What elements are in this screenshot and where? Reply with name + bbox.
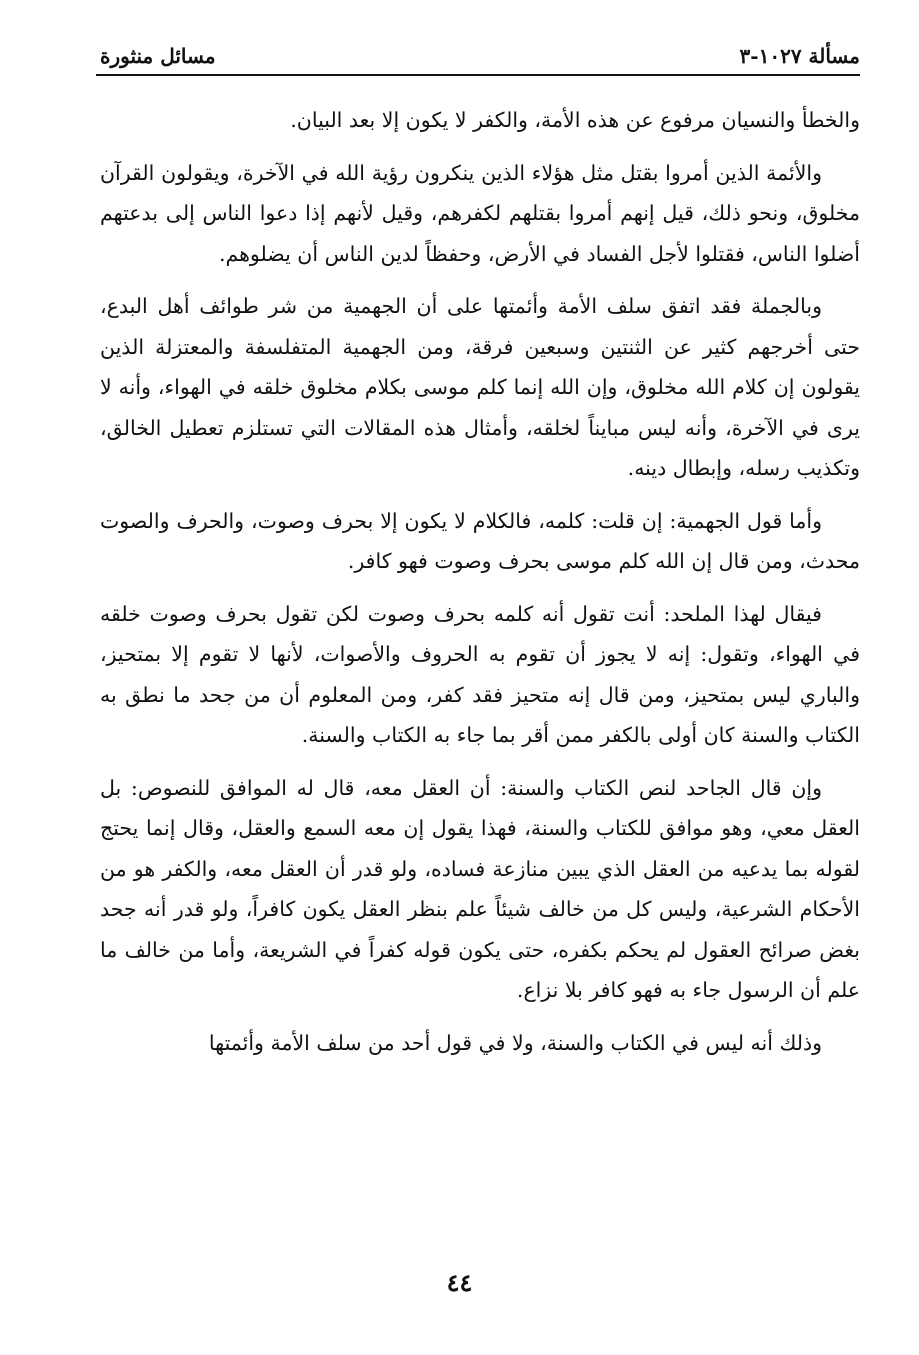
running-header	[100, 38, 860, 68]
paragraph-3: وبالجملة فقد اتفق سلف الأمة وأئمتها على أن الجهمية من شر طوائف أهل البدع، حتى أخرجهم كثير عن الثنتين وسبعين فرقة، ومن الجهمية المتفلسفة والمعتزلة الذين يقولون إن كلام الله مخلوق، وإن الله إنما كلم موسى بكلام مخلوق خلقه في الهواء، وأنه لا يرى في الآخرة، وأنه ليس مبايناً لخلقه، وأمثال هذه المقالات التي تستلزم تعطيل الخالق، وتكذيب رسله، وإبطال دينه.	[100, 294, 860, 480]
header-divider	[96, 74, 860, 76]
paragraph-1: والخطأ والنسيان مرفوع عن هذه الأمة، والكفر لا يكون إلا بعد البيان.	[290, 108, 860, 132]
body-text	[100, 100, 860, 1075]
paragraph-5: فيقال لهذا الملحد: أنت تقول أنه كلمه بحرف وصوت لكن تقول بحرف وصوت خلقه في الهواء، وتقول: إنه لا يجوز أن تقوم به الحروف والأصوات، لأنها لا تقوم إلا بمتحيز، والباري ليس بمتحيز، ومن قال إنه متحيز فقد كفر، ومن المعلوم أن من جحد ما نطق به الكتاب والسنة كان أولى بالكفر ممن أقر بما جاء به الكتاب والسنة.	[100, 601, 860, 747]
paragraph-4: وأما قول الجهمية: إن قلت: كلمه، فالكلام لا يكون إلا بحرف وصوت، والحرف والصوت محدث، ومن قال إن الله كلم موسى بحرف وصوت فهو كافر.	[100, 508, 860, 573]
book-title: مسائل منثورة	[100, 44, 216, 68]
issue-label: مسألة ١٠٢٧-٣	[739, 44, 860, 68]
paragraph-7: وذلك أنه ليس في الكتاب والسنة، ولا في قول أحد من سلف الأمة وأئمتها	[208, 1030, 822, 1055]
page-number: ٤٤	[446, 1268, 473, 1297]
paragraph-2: والأئمة الذين أمروا بقتل مثل هؤلاء الذين ينكرون رؤية الله في الآخرة، ويقولون القرآن مخلوق، ونحو ذلك، قيل إنهم أمروا بقتلهم لكفرهم، وقيل لأنهم إذا دعوا الناس إلى بدعتهم أضلوا الناس، فقتلوا لأجل الفساد في الأرض، وحفظاً لدين الناس أن يضلوهم.	[100, 160, 860, 266]
paragraph-6: وإن قال الجاحد لنص الكتاب والسنة: أن العقل معه، قال له الموافق للنصوص: بل العقل معي، وهو موافق للكتاب والسنة، فهذا يقول إن معه السمع والعقل، وقال إنما يحتج لقوله بما يدعيه من العقل الذي يبين منازعة فساده، ولو قدر أن العقل معه، والكفر هو من الأحكام الشرعية، وليس كل من خالف شيئاً علم بنظر العقل يكون كافراً، ولو قدر أنه جحد بغض صرائح العقول لم يحكم بكفره، حتى يكون قوله كفراً في الشريعة، وأما من خالف ما علم أن الرسول جاء به فهو كافر بلا نزاع.	[100, 775, 860, 1002]
